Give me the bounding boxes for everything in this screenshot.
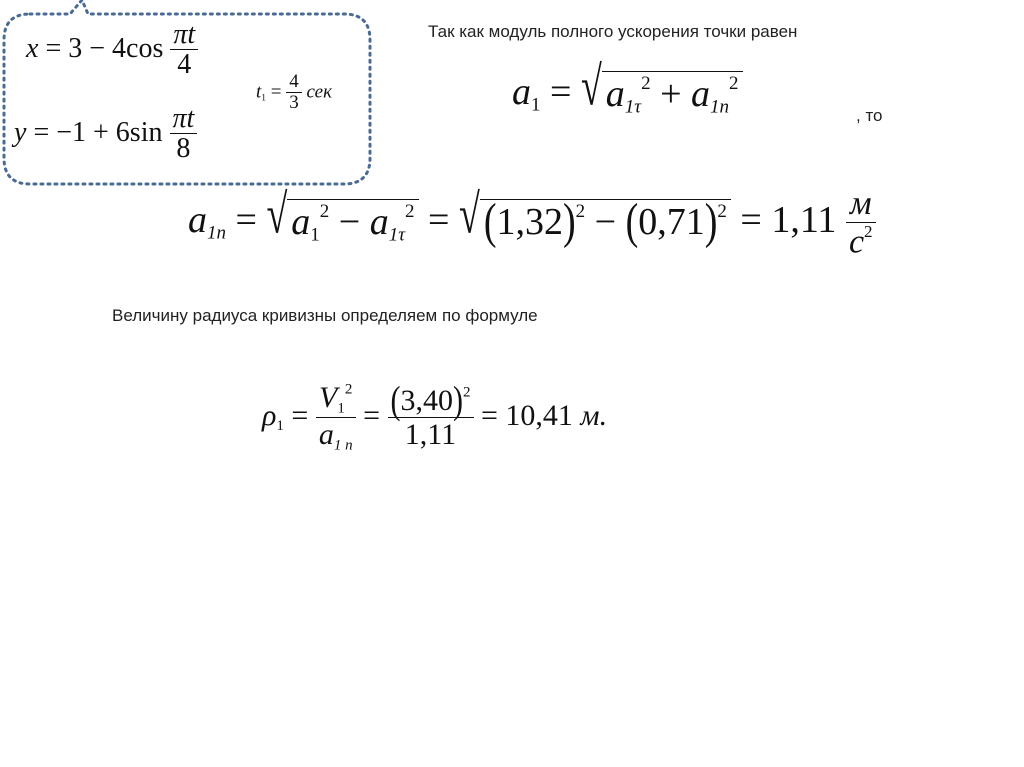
rho-a-sub: 1 n	[333, 437, 353, 454]
formula-rho	[262, 379, 608, 454]
a1n-unit-numerator: м	[846, 186, 876, 223]
eq-x-denominator: 4	[177, 49, 192, 81]
formula-a1n	[188, 186, 876, 260]
rho-velocity-value: 3,40	[400, 384, 453, 418]
a1-sqrt-body	[602, 71, 743, 119]
paren-close: )	[563, 194, 576, 250]
a1-equals: =	[550, 71, 572, 113]
a1n-value-1: 1,32	[496, 201, 563, 244]
eq-y-lhs: y	[14, 117, 27, 149]
radical-sign: √	[458, 184, 480, 246]
a1n-lhs: a	[188, 198, 207, 241]
a1-plus: +	[660, 73, 682, 116]
a1n-t2: a	[369, 201, 389, 244]
t1-equals: =	[270, 81, 282, 103]
radical-sign: √	[580, 57, 602, 118]
rho-result: = 10,41	[481, 398, 573, 432]
rho-fraction-1-num	[316, 382, 356, 418]
a1-term2-sub: 1n	[710, 96, 730, 118]
a1n-t2-sub: 1τ	[388, 224, 406, 246]
a1n-equals: =	[235, 198, 257, 241]
rho-a: a	[318, 418, 334, 451]
eq-y-rhs: = −1 + 6sin	[33, 117, 163, 149]
t1-sub: 1	[261, 93, 267, 104]
eq-x-rhs: = 3 − 4cos	[45, 33, 164, 65]
rho-fraction-1-den	[316, 418, 356, 454]
paren-open: (	[625, 194, 639, 250]
a1-term1: a	[605, 73, 625, 116]
eq-y-fraction	[170, 104, 198, 165]
eq-y-denominator: 8	[176, 133, 191, 165]
a1n-unit-den-pow: 2	[864, 221, 873, 241]
equation-t1	[256, 72, 332, 114]
formula-a1	[512, 57, 743, 119]
t1-unit: сек	[306, 81, 333, 103]
rho-velocity-pow: 2	[463, 384, 471, 401]
a1-term1-sub: 1τ	[624, 96, 642, 118]
t1-numerator: 4	[286, 72, 302, 93]
a1-term2-pow: 2	[729, 73, 739, 95]
paren-close: )	[704, 194, 718, 250]
t1-var: t	[256, 81, 262, 103]
rho-fraction-2-den: 1,11	[404, 417, 457, 451]
rho-v-pow: 2	[344, 381, 353, 398]
paren-close: )	[453, 379, 463, 422]
t1-denominator: 3	[289, 91, 299, 113]
paren-open: (	[390, 379, 401, 422]
a1n-unit-fraction	[846, 186, 876, 260]
rho-fraction-2-num	[388, 379, 474, 422]
a1n-sqrt-1	[266, 184, 418, 247]
rho-lhs: ρ	[262, 398, 277, 432]
eq-y-numerator: πt	[170, 104, 198, 134]
a1n-unit-denominator	[846, 223, 876, 261]
a1n-sqrt-2	[458, 184, 731, 250]
to-text: , то	[856, 106, 883, 125]
rho-v: V	[319, 381, 338, 414]
a1-lhs: a	[512, 71, 531, 113]
eq-x-numerator: πt	[170, 20, 198, 50]
a1n-lhs-sub: 1n	[207, 222, 226, 244]
a1n-result: = 1,11	[740, 198, 837, 241]
a1n-value-2-pow: 2	[717, 200, 727, 222]
rho-equals-2: =	[363, 398, 380, 432]
a1n-t2-pow: 2	[405, 200, 415, 222]
radius-text: Величину радиуса кривизны определяем по формуле	[112, 306, 538, 325]
a1n-value-2: 0,71	[638, 201, 705, 244]
a1n-minus-2: −	[594, 201, 617, 244]
a1-lhs-sub: 1	[531, 94, 541, 116]
a1n-t1-sub: 1	[310, 224, 320, 246]
a1n-sqrt-1-body	[287, 199, 418, 247]
a1n-unit-den-letter: с	[848, 222, 865, 260]
t1-fraction	[286, 72, 302, 114]
radical-sign: √	[266, 184, 288, 246]
a1n-minus: −	[338, 201, 361, 244]
equation-x	[26, 20, 198, 81]
header-text: Так как модуль полного ускорения точки равен	[428, 22, 798, 41]
eq-x-lhs: x	[26, 33, 39, 65]
rho-v-sub: 1	[337, 400, 345, 417]
rho-unit: м.	[580, 398, 608, 432]
a1-sqrt	[580, 57, 743, 119]
rho-equals: =	[291, 398, 309, 432]
a1n-value-1-pow: 2	[575, 200, 586, 222]
a1-term1-pow: 2	[641, 73, 651, 95]
a1n-t1: a	[291, 201, 311, 244]
a1-term2: a	[691, 73, 711, 116]
rho-lhs-sub: 1	[276, 418, 284, 435]
equation-y	[14, 104, 197, 165]
a1n-sqrt-2-body	[480, 194, 731, 250]
paren-open: (	[483, 194, 497, 250]
rho-fraction-1	[316, 382, 356, 454]
rho-fraction-2	[388, 379, 474, 451]
eq-x-fraction	[170, 20, 198, 81]
a1n-t1-pow: 2	[319, 200, 330, 222]
a1n-equals-2: =	[428, 198, 450, 241]
